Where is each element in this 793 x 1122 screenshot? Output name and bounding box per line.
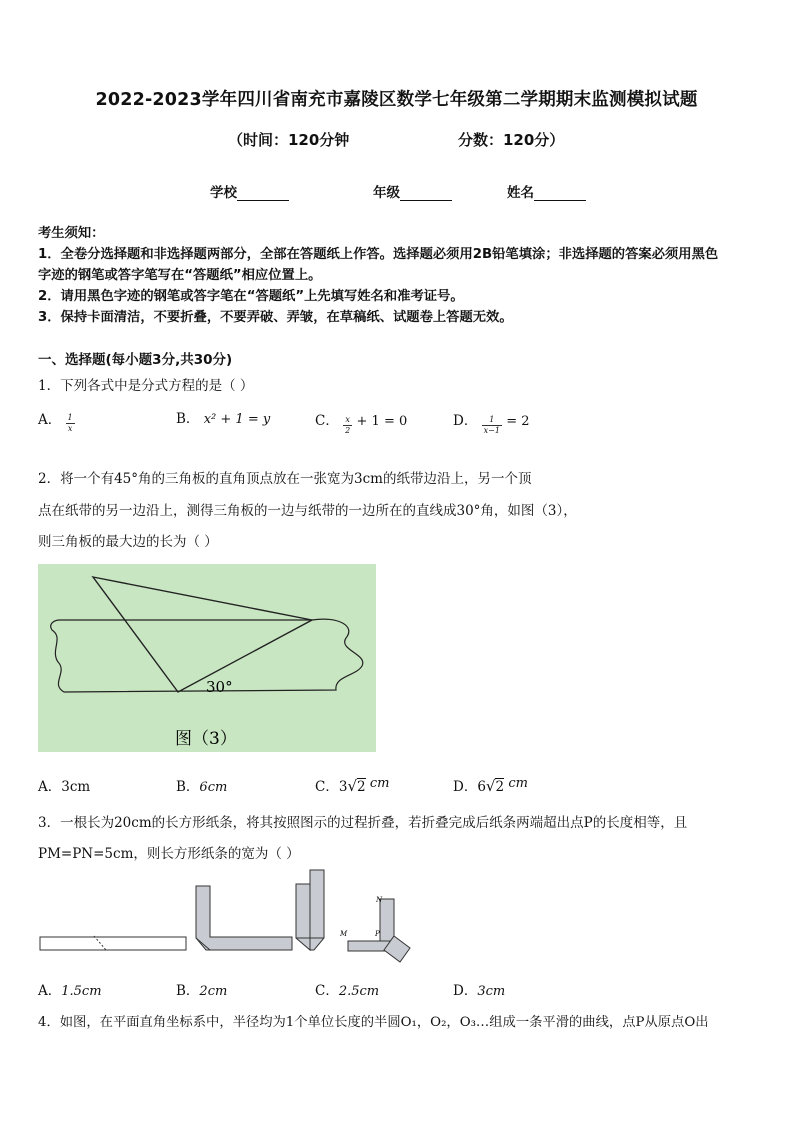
q1-stem: 1．下列各式中是分式方程的是（ ）	[38, 378, 254, 394]
option-label: D．	[453, 779, 478, 795]
radicand: 2	[357, 779, 366, 795]
q2-option-c[interactable]	[315, 775, 390, 795]
q3-option-c[interactable]	[315, 979, 379, 999]
name-field	[507, 181, 586, 201]
option-label: C．	[315, 779, 339, 795]
grade-blank	[400, 186, 452, 201]
grade-label: 年级	[373, 185, 400, 201]
fraction: $\frac{1}{x-1}$	[483, 415, 500, 435]
fraction: $\frac{1}{x}$	[67, 413, 73, 433]
fraction: $\frac{x}{2}$	[345, 415, 351, 435]
exam-score: 分数：120分）	[458, 131, 565, 149]
q3-option-b[interactable]	[176, 979, 227, 999]
exam-time: （时间：120分钟	[228, 131, 350, 149]
fold-line	[94, 936, 106, 950]
radicand: 2	[495, 779, 505, 795]
q2-option-b[interactable]	[176, 775, 227, 795]
q3-line: 3．一根长为20cm的长方形纸条，将其按照图示的过程折叠，若折叠完成后纸条两端超出点P的长度相等，且	[38, 815, 688, 831]
option-label: B．	[176, 779, 200, 795]
q1-option-d[interactable]	[453, 407, 530, 436]
q3-line: PM=PN=5cm，则长方形纸条的宽为（ ）	[38, 846, 300, 862]
option-label: A．	[38, 779, 62, 795]
school-field	[210, 181, 289, 201]
expression: + 1 = 0	[356, 414, 408, 429]
option-label: C．	[315, 413, 339, 429]
folding-figure	[38, 866, 418, 966]
expression: x² + 1 = y	[203, 412, 271, 427]
expression: = 2	[506, 414, 530, 429]
point-n-label: N	[376, 896, 383, 904]
strip-step3-left	[296, 884, 310, 950]
option-label: A．	[38, 983, 62, 999]
q4-line: 4．如图，在平面直角坐标系中，半径均为1个单位长度的半圆O₁，O₂，O₃…组成一条平滑的曲线，点P从原点O出	[38, 1015, 709, 1030]
q2-line: 点在纸带的另一边沿上，测得三角板的一边与纸带的一边所在的直线成30°角，如图（3），	[38, 503, 577, 519]
notice-line: 2．请用黑色字迹的钢笔或答字笔在“答题纸”上先填写姓名和准考证号。	[38, 289, 464, 304]
grade-field	[373, 181, 452, 201]
point-p-label: P	[375, 930, 380, 938]
notice-line: 1．全卷分选择题和非选择题两部分，全部在答题纸上作答。选择题必须用2B铅笔填涂；非选择题的答案必须用黑色	[38, 247, 719, 262]
strip-step4-vertical	[380, 899, 394, 941]
strip-step1	[40, 937, 186, 950]
triangle-strip-figure	[38, 564, 376, 752]
option-label: B．	[176, 411, 200, 427]
option-label: C．	[315, 983, 339, 999]
notice-line: 字迹的钢笔或答字笔写在“答题纸”相应位置上。	[38, 268, 322, 283]
figure-background	[38, 564, 376, 752]
strip-step2	[196, 886, 292, 950]
name-label: 姓名	[507, 185, 534, 201]
coefficient: 6	[477, 779, 486, 795]
option-value: 6cm	[199, 780, 228, 795]
option-label: D．	[453, 413, 478, 429]
sqrt-icon: √	[347, 777, 357, 795]
section-heading: 一、选择题(每小题3分,共30分)	[38, 352, 233, 368]
angle-label: 30°	[206, 678, 233, 696]
option-value: 1.5cm	[61, 984, 102, 999]
notice-heading: 考生须知：	[38, 226, 105, 241]
school-blank	[237, 186, 289, 201]
option-value: 3cm	[61, 779, 91, 795]
coefficient: 3	[338, 779, 348, 795]
name-blank	[534, 186, 586, 201]
q1-option-c[interactable]	[315, 407, 407, 436]
q1-option-b[interactable]	[176, 407, 270, 427]
notice-line: 3．保持卡面清洁，不要折叠，不要弄破、弄皱，在草稿纸、试题卷上答题无效。	[38, 310, 513, 325]
option-value: 2.5cm	[338, 984, 380, 999]
option-label: D．	[453, 983, 478, 999]
page-title: 2022-2023学年四川省南充市嘉陵区数学七年级第二学期期末监测模拟试题	[95, 90, 698, 110]
unit: cm	[369, 776, 390, 791]
figure-caption: 图（3）	[175, 729, 237, 749]
unit: cm	[508, 776, 528, 791]
point-m-label: M	[340, 930, 348, 938]
q3-option-d[interactable]	[453, 979, 505, 999]
sqrt-icon: √	[485, 777, 496, 795]
option-label: A．	[38, 412, 62, 428]
school-label: 学校	[210, 185, 237, 201]
q3-option-a[interactable]	[38, 979, 102, 999]
q1-option-a[interactable]	[38, 407, 75, 434]
q2-option-d[interactable]	[453, 775, 528, 795]
q2-line: 则三角板的最大边的长为（ ）	[38, 534, 218, 550]
option-value: 2cm	[199, 984, 228, 999]
q2-option-a[interactable]	[38, 775, 90, 795]
q2-line: 2．将一个有45°角的三角板的直角顶点放在一张宽为3cm的纸带边沿上，另一个顶	[38, 471, 532, 487]
option-label: B．	[176, 983, 200, 999]
option-value: 3cm	[477, 984, 506, 999]
